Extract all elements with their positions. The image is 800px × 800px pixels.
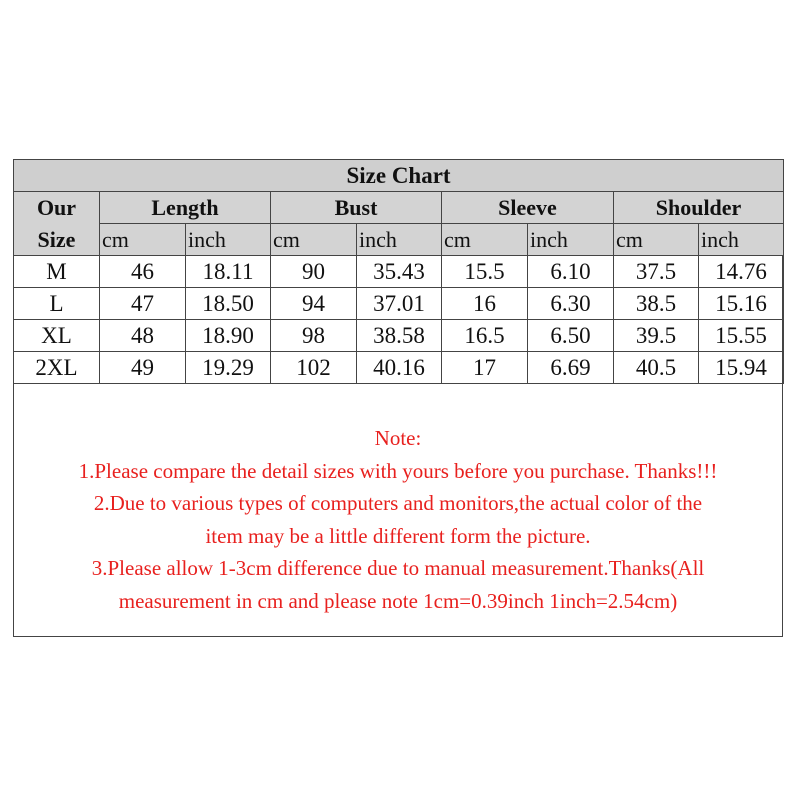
unit-header: inch [186, 224, 271, 256]
table-cell: 40.16 [357, 352, 442, 384]
unit-header: cm [442, 224, 528, 256]
note-line: measurement in cm and please note 1cm=0.39inch 1inch=2.54cm) [118, 588, 678, 613]
table-cell: 49 [100, 352, 186, 384]
table-cell: 15.94 [699, 352, 784, 384]
table-row [14, 288, 784, 320]
table-cell: 47 [100, 288, 186, 320]
title-row [14, 160, 784, 192]
note-line: item may be a little different form the picture. [205, 523, 591, 548]
chart-title: Size Chart [14, 160, 784, 192]
table-cell: 15.5 [442, 256, 528, 288]
table-cell: 39.5 [614, 320, 699, 352]
unit-header: inch [699, 224, 784, 256]
note-line: 2.Due to various types of computers and monitors,the actual color of the [93, 491, 703, 515]
unit-header: cm [614, 224, 699, 256]
group-header-shoulder: Shoulder [614, 192, 784, 224]
table-cell: 18.11 [186, 256, 271, 288]
note-line: 3.Please allow 1-3cm difference due to manual measurement.Thanks(All [91, 556, 705, 580]
table-cell: 40.5 [614, 352, 699, 384]
table-cell: 48 [100, 320, 186, 352]
table-cell: 18.50 [186, 288, 271, 320]
size-table [13, 159, 784, 384]
table-cell: 16 [442, 288, 528, 320]
table-cell: 14.76 [699, 256, 784, 288]
group-header-sleeve: Sleeve [442, 192, 614, 224]
table-cell: 15.55 [699, 320, 784, 352]
unit-header-row [14, 224, 784, 256]
unit-header: inch [528, 224, 614, 256]
table-cell: 6.10 [528, 256, 614, 288]
table-cell: 17 [442, 352, 528, 384]
table-cell: 94 [271, 288, 357, 320]
size-cell: 2XL [14, 352, 100, 384]
table-row [14, 256, 784, 288]
unit-header: cm [100, 224, 186, 256]
table-cell: 6.30 [528, 288, 614, 320]
note-line: 1.Please compare the detail sizes with yours before you purchase. Thanks!!! [78, 458, 718, 483]
table-cell: 98 [271, 320, 357, 352]
table-cell: 6.50 [528, 320, 614, 352]
size-header-line1: Our [36, 194, 77, 220]
table-cell: 18.90 [186, 320, 271, 352]
table-cell: 16.5 [442, 320, 528, 352]
table-cell: 35.43 [357, 256, 442, 288]
table-row [14, 320, 784, 352]
table-cell: 90 [271, 256, 357, 288]
table-cell: 6.69 [528, 352, 614, 384]
size-header-line2: Size [37, 226, 76, 252]
table-cell: 46 [100, 256, 186, 288]
size-cell: XL [14, 320, 100, 352]
table-cell: 38.58 [357, 320, 442, 352]
group-header-row [14, 192, 784, 224]
group-header-bust: Bust [271, 192, 442, 224]
unit-header: cm [271, 224, 357, 256]
size-chart [13, 159, 783, 637]
table-cell: 102 [271, 352, 357, 384]
table-cell: 37.5 [614, 256, 699, 288]
size-cell: L [14, 288, 100, 320]
table-cell: 37.01 [357, 288, 442, 320]
size-cell: M [14, 256, 100, 288]
table-cell: 19.29 [186, 352, 271, 384]
size-column-header [14, 192, 100, 256]
unit-header: inch [357, 224, 442, 256]
table-row [14, 352, 784, 384]
group-header-length: Length [100, 192, 271, 224]
notes-heading: Note: [374, 426, 422, 450]
notes-section [14, 422, 782, 617]
table-cell: 15.16 [699, 288, 784, 320]
table-cell: 38.5 [614, 288, 699, 320]
